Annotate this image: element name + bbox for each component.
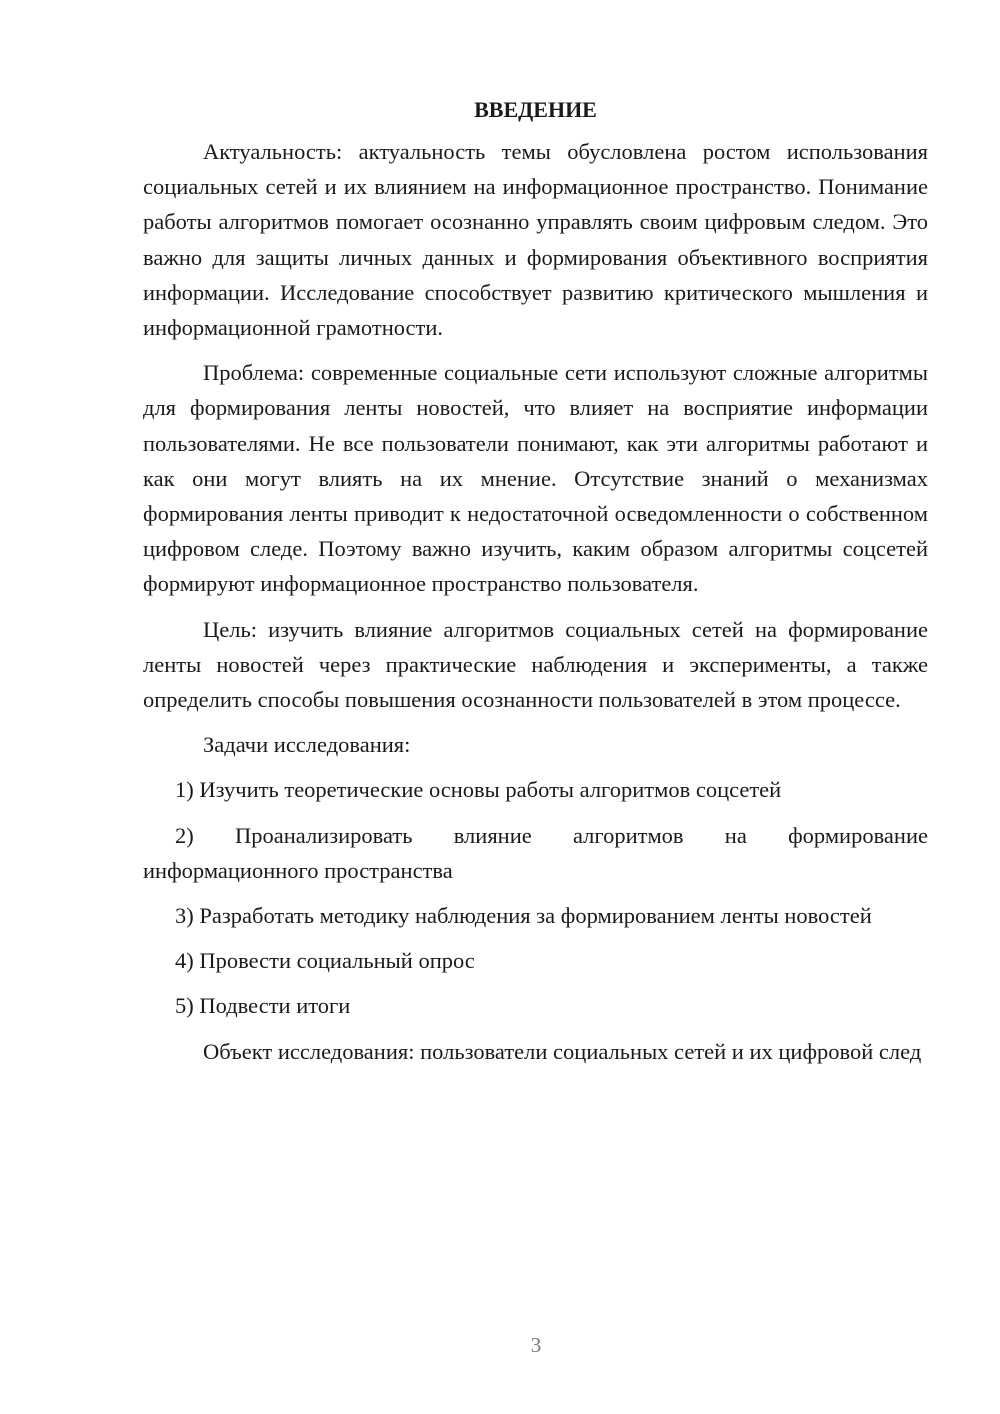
paragraph-goal: Цель: изучить влияние алгоритмов социальных сетей на формирование ленты новостей через практические наблюдения и эксперименты, а также определить способы повышения осознанности пользователей в этом процессе. xyxy=(143,616,928,713)
task-item-1: 1) Изучить теоретические основы работы алгоритмов соцсетей xyxy=(175,777,782,803)
paragraph-object: Объект исследования: пользователи социальных сетей и их цифровой след xyxy=(203,1038,922,1064)
task-item-3: 3) Разработать методику наблюдения за формированием ленты новостей xyxy=(175,903,872,929)
task-item-4: 4) Провести социальный опрос xyxy=(175,948,475,974)
tasks-title: Задачи исследования: xyxy=(203,732,411,758)
paragraph-relevance: Актуальность: актуальность темы обусловлена ростом использования социальных сетей и их влиянием на информационное пространство. Понимание работы алгоритмов помогает осознанно управлять своим цифровым следом. Это важно для защиты личных данных и формирования объективного восприятия информации. Исследование способствует развитию критического мышления и информационной грамотности. xyxy=(143,139,928,341)
section-heading: ВВЕДЕНИЕ xyxy=(474,97,597,122)
task-item-2: 2) Проанализировать влияние алгоритмов на формирование информационного пространства xyxy=(143,822,928,883)
page-content xyxy=(143,92,928,1069)
task-item-5: 5) Подвести итоги xyxy=(175,993,351,1019)
page-number: 3 xyxy=(530,1333,542,1357)
paragraph-problem: Проблема: современные социальные сети используют сложные алгоритмы для формирования ленты новостей, что влияет на восприятие информации пользователями. Не все пользователи понимают, как эти алгоритмы работают и как они могут влиять на их мнение. Отсутствие знаний о механизмах формирования ленты приводит к недостаточной осведомленности о собственном цифровом следе. Поэтому важно изучить, каким образом алгоритмы соцсетей формируют информационное пространство пользователя. xyxy=(143,360,928,597)
